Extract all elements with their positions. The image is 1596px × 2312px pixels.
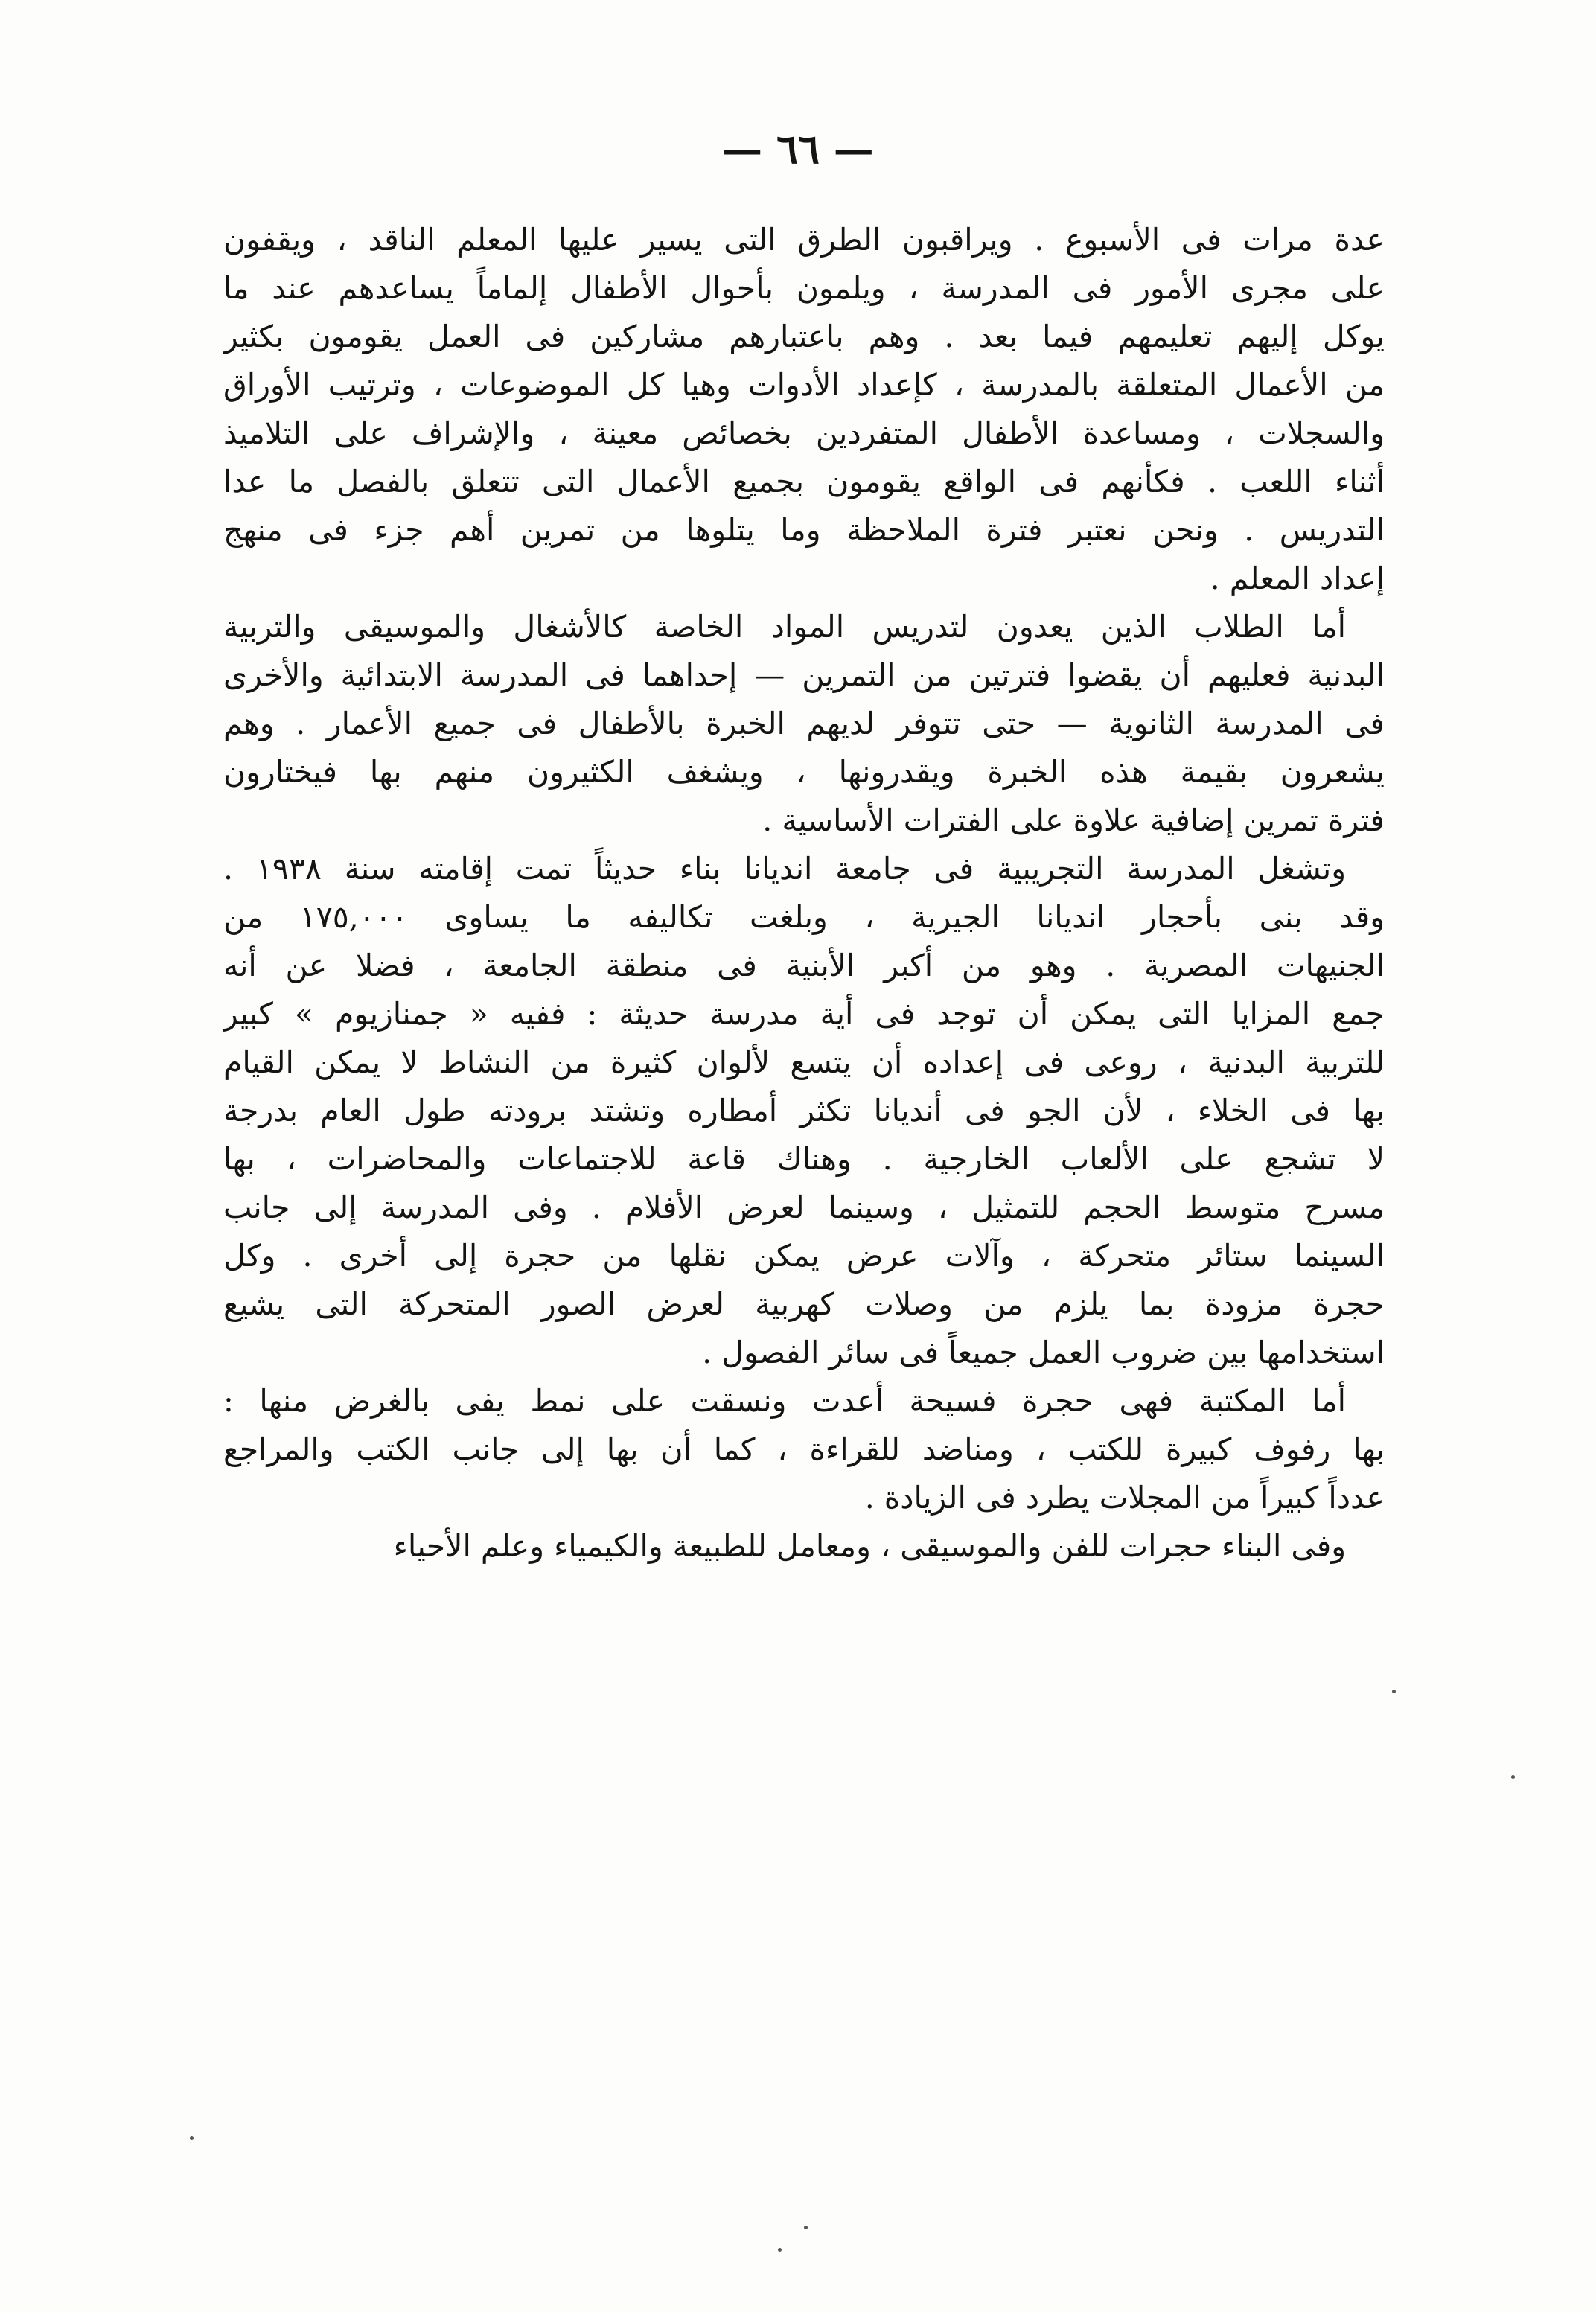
paragraph bbox=[223, 1522, 1385, 1571]
text-line: عدة مرات فى الأسبوع . ويراقبون الطرق التى يسير عليها المعلم الناقد ، ويقفون bbox=[223, 222, 1385, 258]
text-line: من الأعمال المتعلقة بالمدرسة ، كإعداد الأدوات وهيا كل الموضوعات ، وترتيب الأوراق bbox=[223, 367, 1385, 403]
page-number: — ٦٦ — bbox=[722, 125, 874, 173]
text-line: على مجرى الأمور فى المدرسة ، ويلمون بأحوال الأطفال إلماماً يساعدهم عند ما bbox=[223, 270, 1385, 306]
text-line: بها رفوف كبيرة للكتب ، ومناضد للقراءة ، كما أن بها إلى جانب الكتب والمراجع bbox=[223, 1431, 1385, 1467]
text-line: أثناء اللعب . فكأنهم فى الواقع يقومون بجميع الأعمال التى تتعلق بالفصل ما عدا bbox=[223, 464, 1385, 499]
text-line: التدريس . ونحن نعتبر فترة الملاحظة وما يتلوها من تمرين أهم جزء فى منهج bbox=[223, 512, 1385, 548]
paragraph bbox=[223, 1377, 1385, 1522]
scan-speck bbox=[1511, 1775, 1515, 1779]
text-line: يوكل إليهم تعليمهم فيما بعد . وهم باعتبارهم مشاركين فى العمل يقومون بكثير bbox=[223, 319, 1385, 354]
paragraph bbox=[223, 216, 1385, 603]
text-line: فترة تمرين إضافية علاوة على الفترات الأساسية . bbox=[762, 802, 1385, 838]
text-line: الجنيهات المصرية . وهو من أكبر الأبنية فى منطقة الجامعة ، فضلا عن أنه bbox=[223, 948, 1385, 983]
text-line: عدداً كبيراً من المجلات يطرد فى الزيادة . bbox=[864, 1480, 1385, 1516]
text-line: للتربية البدنية ، روعى فى إعداده أن يتسع لألوان كثيرة من النشاط لا يمكن القيام bbox=[223, 1044, 1385, 1080]
text-line: أما المكتبة فهى حجرة فسيحة أعدت ونسقت على نمط يفى بالغرض منها : bbox=[223, 1383, 1346, 1419]
scan-speck bbox=[190, 2136, 194, 2140]
paragraph bbox=[223, 603, 1385, 845]
text-line: البدنية فعليهم أن يقضوا فترتين من التمرين — إحداهما فى المدرسة الابتدائية والأخرى bbox=[223, 657, 1385, 693]
text-line: أما الطلاب الذين يعدون لتدريس المواد الخاصة كالأشغال والموسيقى والتربية bbox=[223, 609, 1346, 645]
text-line: إعداد المعلم . bbox=[1210, 561, 1385, 596]
text-line: والسجلات ، ومساعدة الأطفال المتفردين بخصائص معينة ، والإشراف على التلاميذ bbox=[223, 415, 1385, 451]
scan-speck bbox=[778, 2248, 782, 2252]
body-text bbox=[223, 216, 1385, 1571]
text-line: وقد بنى بأحجار انديانا الجيرية ، وبلغت تكاليفه ما يساوى ١٧٥,٠٠٠ من bbox=[223, 899, 1385, 935]
text-line: لا تشجع على الألعاب الخارجية . وهناك قاعة للاجتماعات والمحاضرات ، بها bbox=[223, 1141, 1385, 1177]
text-line: يشعرون بقيمة هذه الخبرة ويقدرونها ، ويشغف الكثيرون منهم بها فيختارون bbox=[223, 754, 1385, 790]
text-line: وفى البناء حجرات للفن والموسيقى ، ومعامل للطبيعة والكيمياء وعلم الأحياء bbox=[393, 1528, 1346, 1564]
text-line: مسرح متوسط الحجم للتمثيل ، وسينما لعرض الأفلام . وفى المدرسة إلى جانب bbox=[223, 1189, 1385, 1225]
text-line: السينما ستائر متحركة ، وآلات عرض يمكن نقلها من حجرة إلى أخرى . وكل bbox=[223, 1238, 1385, 1274]
text-line: استخدامها بين ضروب العمل جميعاً فى سائر الفصول . bbox=[702, 1335, 1385, 1370]
text-line: وتشغل المدرسة التجريبية فى جامعة انديانا بناء حديثاً تمت إقامته سنة ١٩٣٨ . bbox=[223, 851, 1346, 887]
scan-speck bbox=[1392, 1690, 1396, 1693]
text-line: جمع المزايا التى يمكن أن توجد فى أية مدرسة حديثة : ففيه « جمنازيوم » كبير bbox=[223, 996, 1385, 1032]
text-line: حجرة مزودة بما يلزم من وصلات كهربية لعرض الصور المتحركة التى يشيع bbox=[223, 1286, 1385, 1322]
scan-speck bbox=[804, 2226, 808, 2229]
text-line: فى المدرسة الثانوية — حتى تتوفر لديهم الخبرة بالأطفال فى جميع الأعمار . وهم bbox=[223, 706, 1385, 741]
paragraph bbox=[223, 845, 1385, 1377]
text-line: بها فى الخلاء ، لأن الجو فى أنديانا تكثر أمطاره وتشتد برودته طول العام بدرجة bbox=[223, 1093, 1385, 1128]
